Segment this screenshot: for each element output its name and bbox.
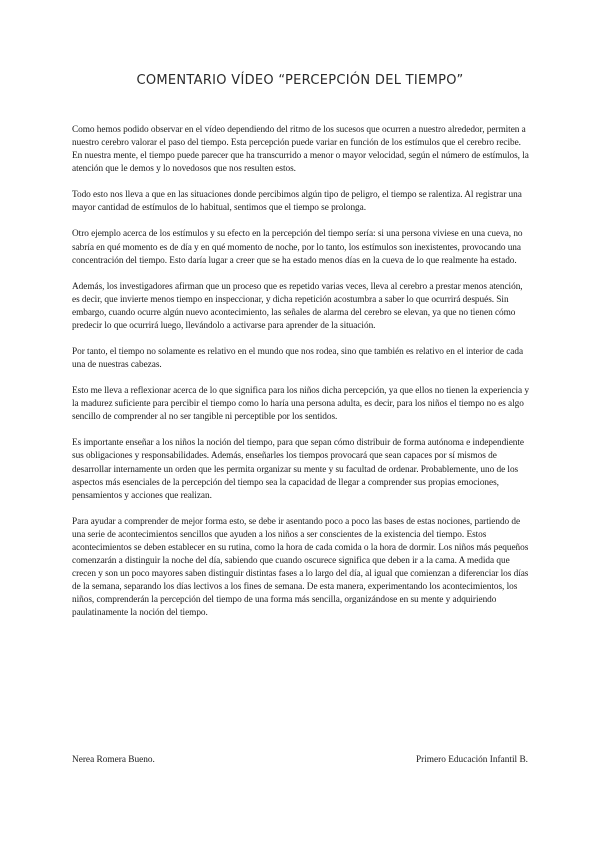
paragraph: Esto me lleva a reflexionar acerca de lo que significa para los niños dicha percepción, ya que ellos no tienen la experiencia y la madurez suficiente para percibir el tiempo como lo haría una persona adulta, es decir, para los niños el tiempo no es algo sencillo de comprender al no ser tangible ni perceptible por los sentidos. (72, 386, 530, 423)
document-footer (72, 755, 528, 765)
paragraph: Para ayudar a comprender de mejor forma esto, se debe ir asentando poco a poco las bases de estas nociones, partiendo de una serie de acontecimientos sencillos que ayuden a los niños a ser conscientes de la existencia del tiempo. Estos acontecimientos se deben establecer en su rutina, como la hora de cada comida o la hora de dormir. Los niños más pequeños comenzarán a distinguir la noche del día, sabiendo que cuando oscurece significa que deben ir a la cama. A medida que crecen y son un poco mayores saben distinguir distintas fases a lo largo del día, al igual que comienzan a diferenciar los días de la semana, separando los días lectivos a los fines de semana. De esta manera, experimentando los acontecimientos, los niños, comprenderán la percepción del tiempo de una forma más sencilla, organizándose en su mente y adquiriendo paulatinamente la noción del tiempo. (72, 516, 529, 619)
paragraph: Es importante enseñar a los niños la noción del tiempo, para que sepan cómo distribuir de forma autónoma e independiente sus obligaciones y responsabilidades. Además, enseñarles los tiempos provocará que sean capaces por sí mismos de desarrollar internamente un orden que les permita organizar su mente y su facultad de ordenar. Probablemente, uno de los aspectos más esenciales de la percepción del tiempo sea la capacidad de llegar a comprender sus propias emociones, pensamientos y acciones que realizan. (72, 438, 524, 501)
document-title: COMENTARIO VÍDEO “PERCEPCIÓN DEL TIEMPO” (136, 73, 464, 88)
document-body (72, 124, 530, 633)
paragraph: Todo esto nos lleva a que en las situaciones donde percibimos algún tipo de peligro, el tiempo se ralentiza. Al registrar una mayor cantidad de estímulos de lo habitual, sentimos que el tiempo se prolonga. (72, 190, 522, 214)
paragraph: Por tanto, el tiempo no solamente es relativo en el mundo que nos rodea, sino que también es relativo en el interior de cada una de nuestras cabezas. (72, 346, 524, 371)
paragraph: Otro ejemplo acerca de los estímulos y su efecto en la percepción del tiempo sería: si una persona viviese en una cueva, no sabría en qué momento es de día y en qué momento de noche, por lo tanto, los estímulos son inexistentes, provocando una concentración del tiempo. Esto daría lugar a creer que se ha estado menos días en la cueva de lo que realmente ha estado. (72, 229, 523, 266)
paragraph: Como hemos podido observar en el vídeo dependiendo del ritmo de los sucesos que ocurren a nuestro alrededor, permiten a nuestro cerebro valorar el paso del tiempo. Esta percepción puede variar en función de los estímulos que el cerebro recibe. En nuestra mente, el tiempo puede parecer que ha transcurrido a menor o mayor velocidad, según el número de estímulos, la atención que le demos y lo novedosos que nos resulten estos. (72, 125, 529, 175)
course-name: Primero Educación Infantil B. (415, 755, 528, 765)
paragraph: Además, los investigadores afirman que un proceso que es repetido varias veces, lleva al cerebro a prestar menos atención, es decir, que invierte menos tiempo en inspeccionar, y dicha repetición acostumbra a saber lo que ocurrirá después. Sin embargo, cuando ocurre algún nuevo acontecimiento, las señales de alarma del cerebro se elevan, ya que no tienen cómo predecir lo que ocurrirá luego, llevándolo a activarse para aprender de la situación. (72, 281, 523, 331)
author-name: Nerea Romera Bueno. (72, 755, 155, 765)
